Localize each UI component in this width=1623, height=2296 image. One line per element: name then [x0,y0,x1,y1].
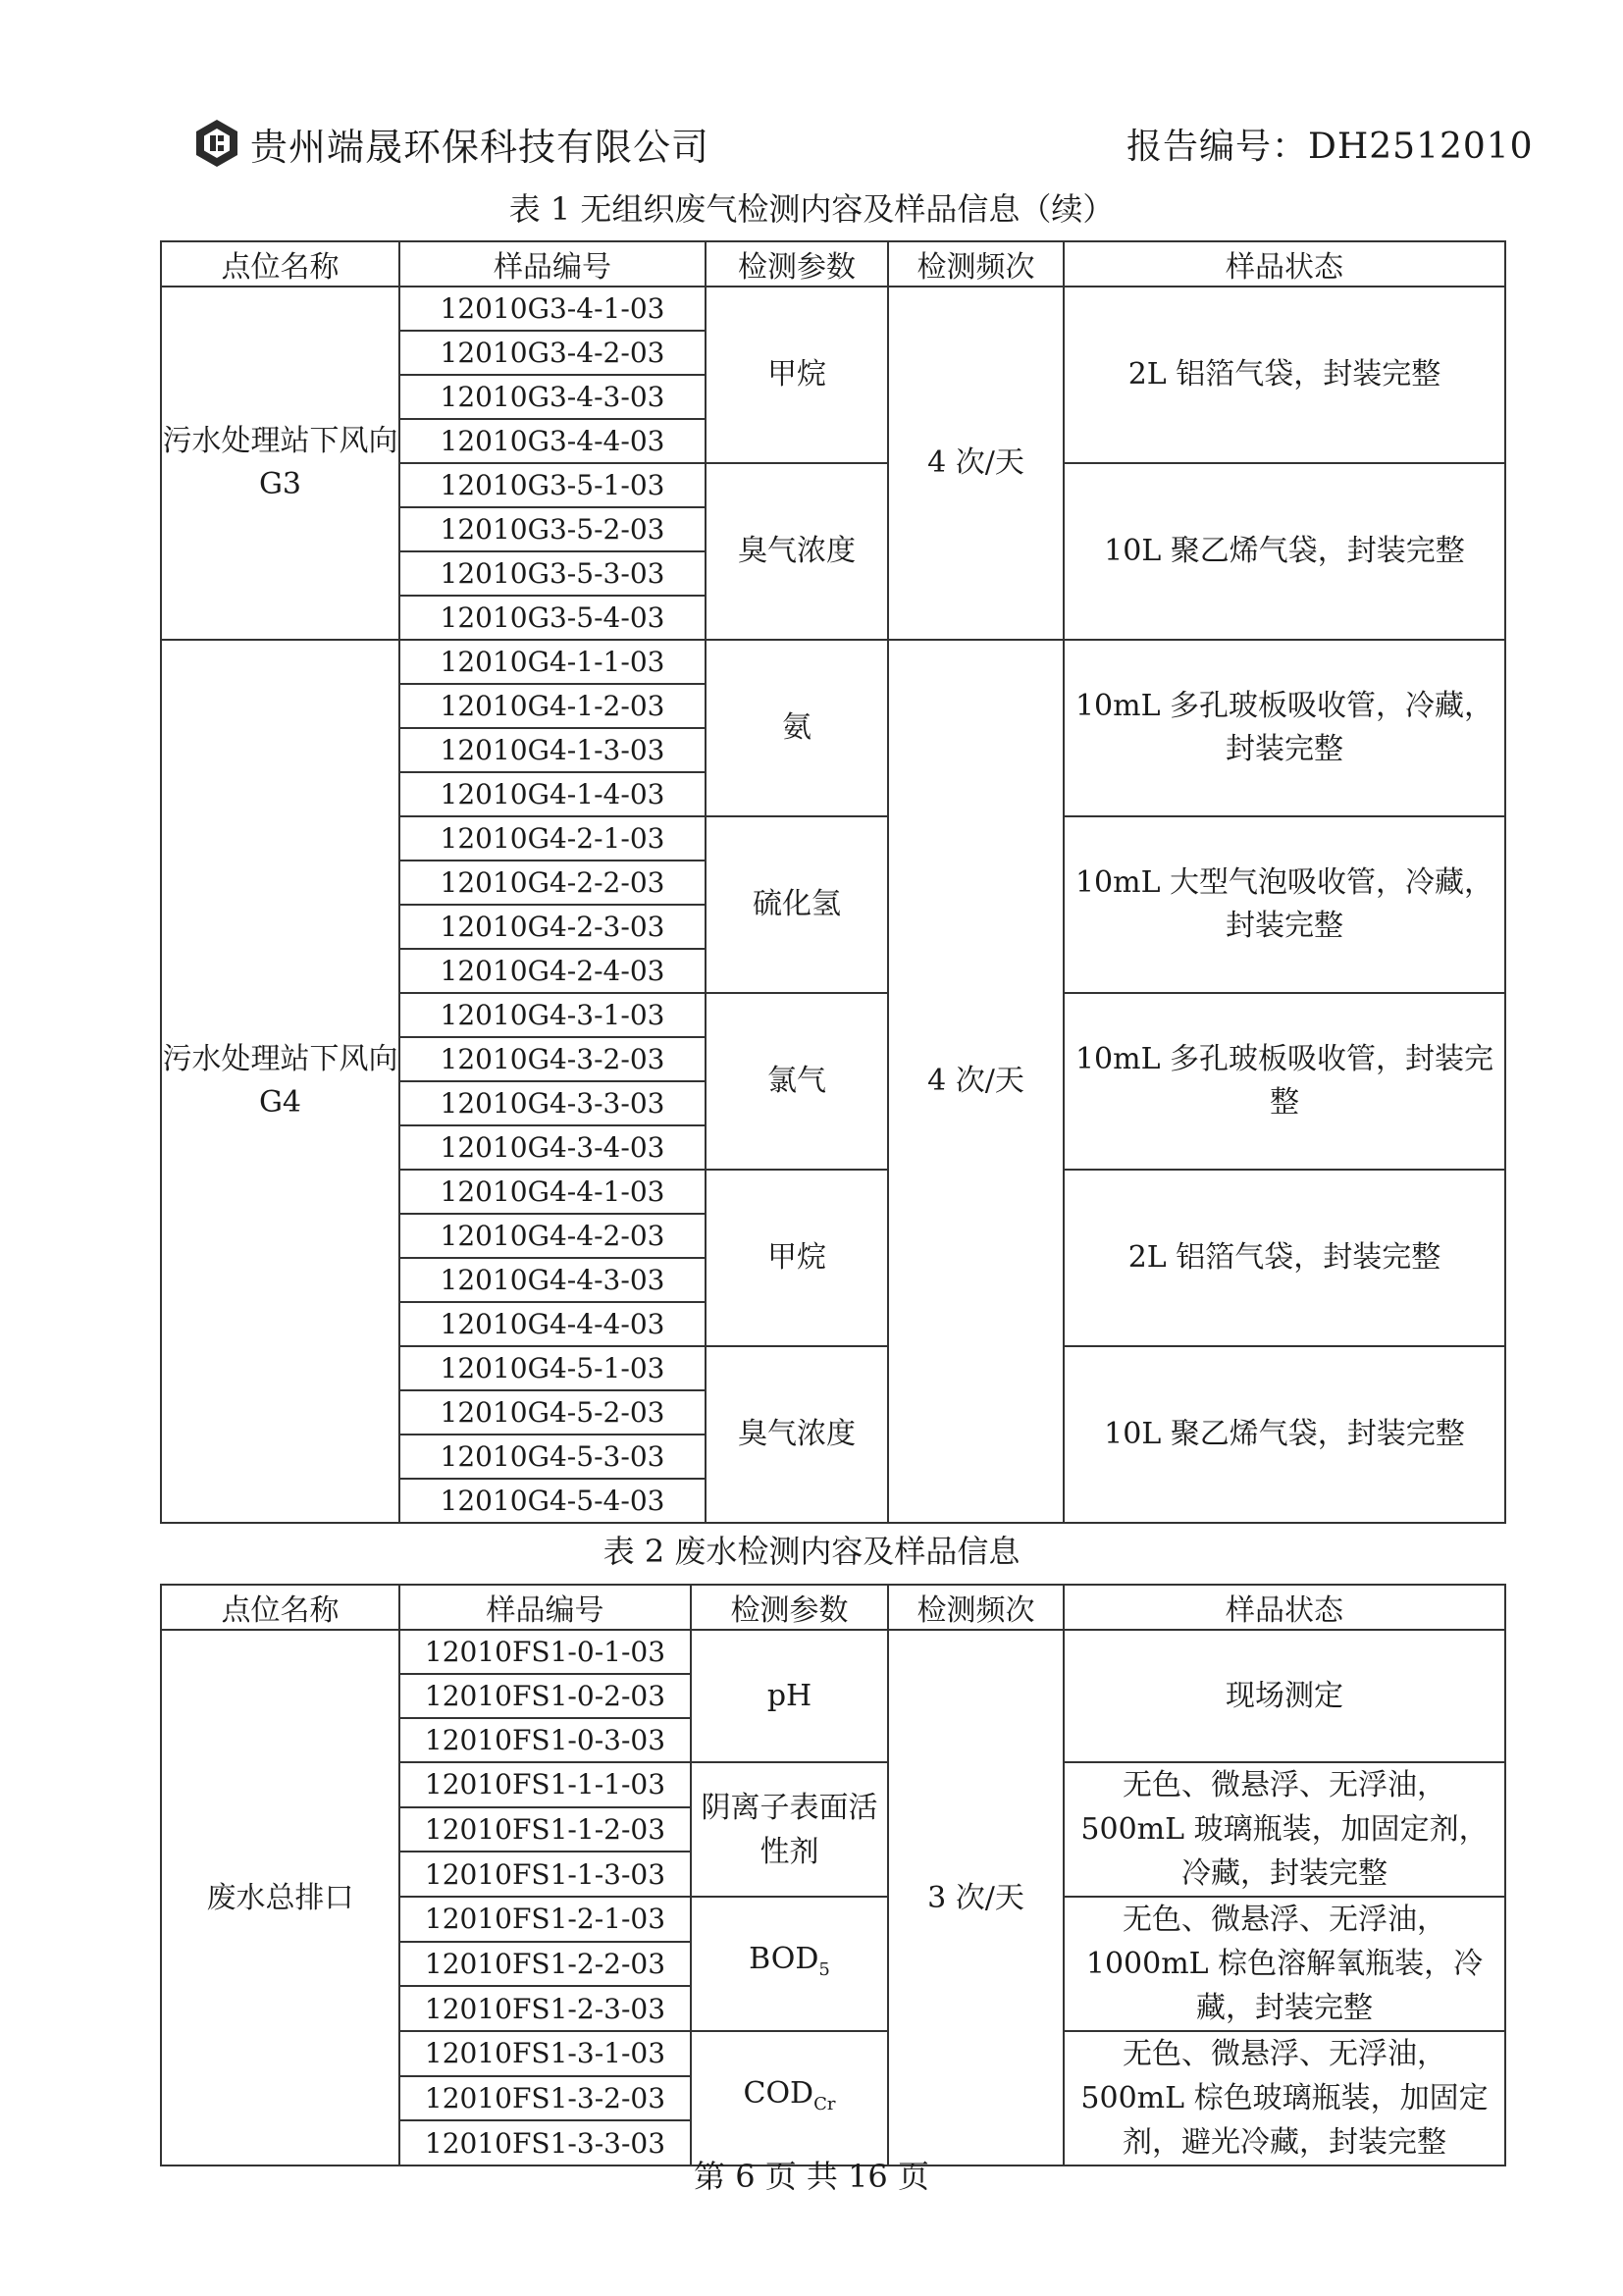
table-header-row [161,1585,1505,1630]
param-label: COD [743,2075,814,2111]
param-cell: 硫化氢 [706,816,888,993]
param-cell: 臭气浓度 [706,1346,888,1523]
location-cell: 污水处理站下风向 G3 [161,287,399,640]
state-cell: 无色、微悬浮、无浮油，500mL 玻璃瓶装，加固定剂，冷藏，封装完整 [1064,1762,1505,1897]
state-cell: 10L 聚乙烯气袋，封装完整 [1064,1346,1505,1523]
state-cell: 2L 铝箔气袋，封装完整 [1064,287,1505,463]
col-header-param: 检测参数 [706,241,888,287]
state-cell: 无色、微悬浮、无浮油，1000mL 棕色溶解氧瓶装，冷藏，封装完整 [1064,1897,1505,2031]
sample-no-cell: 12010FS1-2-3-03 [399,1986,691,2031]
sample-no-cell: 12010G3-5-1-03 [399,463,706,507]
sample-no-cell: 12010G4-5-3-03 [399,1435,706,1479]
state-cell: 10mL 大型气泡吸收管，冷藏，封装完整 [1064,816,1505,993]
col-header-frequency: 检测频次 [888,1585,1064,1630]
sample-no-cell: 12010G4-3-4-03 [399,1125,706,1170]
col-header-param: 检测参数 [691,1585,888,1630]
sample-no-cell: 12010G3-4-3-03 [399,375,706,419]
col-header-sample-no: 样品编号 [399,1585,691,1630]
sample-no-cell: 12010FS1-1-1-03 [399,1762,691,1807]
sample-no-cell: 12010G4-1-2-03 [399,684,706,728]
frequency-cell: 4 次/天 [888,287,1064,640]
sample-no-cell: 12010G4-1-4-03 [399,772,706,816]
sample-no-cell: 12010G4-5-4-03 [399,1479,706,1523]
table-row [161,640,1505,684]
state-cell: 10L 聚乙烯气袋，封装完整 [1064,463,1505,640]
sample-no-cell: 12010FS1-1-3-03 [399,1852,691,1897]
param-cell: 氨 [706,640,888,816]
col-header-frequency: 检测频次 [888,241,1064,287]
sample-no-cell: 12010FS1-0-3-03 [399,1718,691,1762]
sample-no-cell: 12010FS1-3-1-03 [399,2031,691,2076]
param-cell: pH [691,1630,888,1762]
sample-no-cell: 12010G3-5-2-03 [399,507,706,551]
sample-no-cell: 12010FS1-3-2-03 [399,2076,691,2121]
sample-no-cell: 12010G4-1-1-03 [399,640,706,684]
state-cell: 10mL 多孔玻板吸收管，冷藏，封装完整 [1064,640,1505,816]
state-cell: 无色、微悬浮、无浮油，500mL 棕色玻璃瓶装，加固定剂，避光冷藏，封装完整 [1064,2031,1505,2166]
param-cell [691,1897,888,2031]
sample-no-cell: 12010G3-4-4-03 [399,419,706,463]
col-header-state: 样品状态 [1064,241,1505,287]
sample-no-cell: 12010FS1-3-3-03 [399,2120,691,2166]
state-cell: 现场测定 [1064,1630,1505,1762]
report-number: 报告编号：DH2512010 [1126,126,1534,167]
location-cell: 废水总排口 [161,1630,399,2166]
table2-caption: 表 2 废水检测内容及样品信息 [602,1533,1021,1570]
col-header-location: 点位名称 [161,1585,399,1630]
col-header-location: 点位名称 [161,241,399,287]
company-name: 贵州端晟环保科技有限公司 [250,125,710,169]
company-logo-icon [191,118,242,169]
sample-no-cell: 12010FS1-2-2-03 [399,1942,691,1987]
param-cell: 甲烷 [706,1170,888,1346]
sample-no-cell: 12010G4-4-3-03 [399,1258,706,1302]
sample-no-cell: 12010G4-3-3-03 [399,1081,706,1125]
param-cell [691,2031,888,2166]
table-header-row [161,241,1505,287]
sample-no-cell: 12010G4-1-3-03 [399,728,706,772]
param-cell: 臭气浓度 [706,463,888,640]
table-row [161,287,1505,331]
sample-no-cell: 12010G3-5-4-03 [399,596,706,640]
param-cell: 氯气 [706,993,888,1170]
sample-no-cell: 12010G4-2-4-03 [399,949,706,993]
col-header-state: 样品状态 [1064,1585,1505,1630]
waste-gas-sample-table [160,240,1506,1524]
page-footer: 第 6 页 共 16 页 [694,2158,929,2195]
table-row [161,1630,1505,1674]
col-header-sample-no: 样品编号 [399,241,706,287]
param-subscript: 5 [818,1958,830,1980]
sample-no-cell: 12010G4-2-3-03 [399,905,706,949]
sample-no-cell: 12010G4-5-2-03 [399,1390,706,1435]
table1-caption: 表 1 无组织废气检测内容及样品信息（续） [508,190,1115,228]
sample-no-cell: 12010G4-3-2-03 [399,1037,706,1081]
frequency-cell: 4 次/天 [888,640,1064,1523]
frequency-cell: 3 次/天 [888,1630,1064,2166]
param-cell: 阴离子表面活性剂 [691,1762,888,1897]
sample-no-cell: 12010FS1-0-1-03 [399,1630,691,1674]
company-header [191,116,709,171]
sample-no-cell: 12010G4-4-1-03 [399,1170,706,1214]
sample-no-cell: 12010G3-4-1-03 [399,287,706,331]
sample-no-cell: 12010G4-3-1-03 [399,993,706,1037]
sample-no-cell: 12010G4-2-2-03 [399,861,706,905]
sample-no-cell: 12010G3-4-2-03 [399,331,706,375]
state-cell: 2L 铝箔气袋，封装完整 [1064,1170,1505,1346]
sample-no-cell: 12010G4-5-1-03 [399,1346,706,1390]
sample-no-cell: 12010G4-2-1-03 [399,816,706,861]
sample-no-cell: 12010G4-4-4-03 [399,1302,706,1346]
sample-no-cell: 12010FS1-1-2-03 [399,1807,691,1852]
sample-no-cell: 12010G3-5-3-03 [399,551,706,596]
wastewater-sample-table [160,1584,1506,2166]
location-cell: 污水处理站下风向 G4 [161,640,399,1523]
param-subscript: Cr [813,2093,836,2114]
param-label: BOD [749,1941,819,1976]
param-cell: 甲烷 [706,287,888,463]
sample-no-cell: 12010FS1-0-2-03 [399,1674,691,1718]
state-cell: 10mL 多孔玻板吸收管，封装完整 [1064,993,1505,1170]
sample-no-cell: 12010G4-4-2-03 [399,1214,706,1258]
sample-no-cell: 12010FS1-2-1-03 [399,1897,691,1942]
